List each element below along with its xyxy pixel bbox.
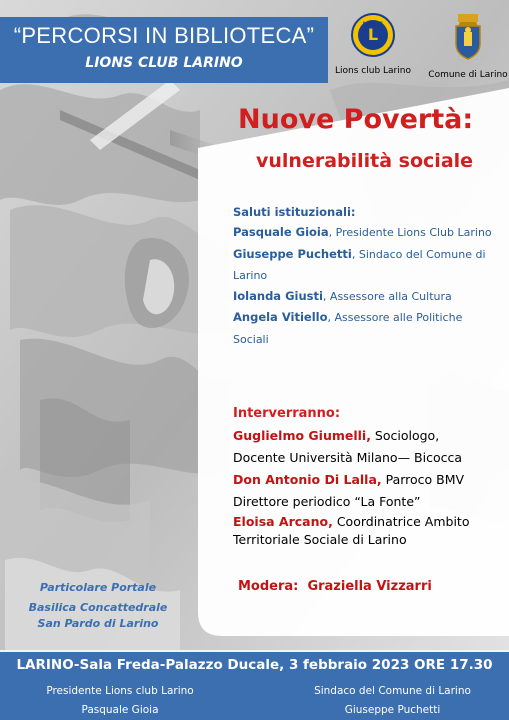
greeting-entry: Giuseppe Puchetti, Sindaco del Comune di Larino [233,246,486,282]
lions-club-emblem-icon [350,12,396,58]
image-caption [14,580,182,632]
event-title: Nuove Povertà: [238,104,474,135]
series-title: “PERCORSI IN BIBLIOTECA” [13,23,315,48]
moderator-name: Graziella Vizzarri [307,579,432,594]
greetings-heading: Saluti istituzionali: [233,205,356,219]
greetings-section [233,202,495,350]
event-subtitle: vulnerabilità sociale [256,150,474,172]
lions-logo-caption: Lions club Larino [335,66,411,76]
speaker-entry: Don Antonio Di Lalla, Parroco BMV Direttore periodico “La Fonte” [233,472,465,509]
speakers-heading: Interverranno: [233,406,341,421]
speaker-entry: Guglielmo Giumelli, Sociologo, Docente Università Milano— Bicocca [233,428,463,465]
signature-role: Presidente Lions club Larino [46,685,194,697]
moderator-line [238,579,432,594]
speaker-entry: Eloisa Arcano, Coordinatrice Ambito Territoriale Sociale di Larino [233,514,470,547]
lions-logo-block [333,12,413,76]
caption-line: Particolare Portale [39,581,157,594]
signature-right [290,682,495,720]
coat-of-arms-icon [448,12,488,62]
signature-name: Giuseppe Puchetti [344,704,441,716]
moderator-label: Modera: [238,579,299,594]
speakers-section [233,403,495,549]
caption-line: San Pardo di Larino [37,617,159,630]
comune-logo-caption: Comune di Larino [428,70,508,80]
signature-left [20,682,220,720]
organizer-label: LIONS CLUB LARINO [85,55,243,71]
signature-name: Pasquale Gioia [81,704,159,716]
svg-text:LIONS: LIONS [362,21,384,28]
venue-datetime: LARINO-Sala Freda-Palazzo Ducale, 3 febbraio 2023 ORE 17.30 [16,657,493,673]
greeting-entry: Angela Vitiello, Assessore alle Politiche Sociali [233,310,463,346]
svg-text:L: L [367,25,379,44]
greeting-entry: Iolanda Giusti, Assessore alla Cultura [233,289,452,304]
series-title-banner [0,17,328,83]
greeting-entry: Pasquale Gioia, Presidente Lions Club Larino [233,225,492,240]
signature-role: Sindaco del Comune di Larino [314,685,471,697]
comune-logo-block [428,12,508,80]
caption-line: Basilica Concattedrale [28,601,168,614]
